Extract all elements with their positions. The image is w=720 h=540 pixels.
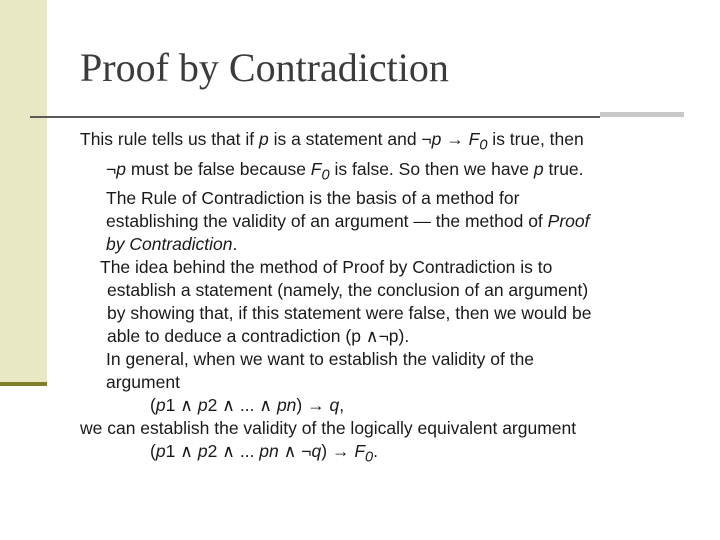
body-line-12: (p1 ∧ p2 ∧ ... ∧ pn) → q, bbox=[150, 395, 345, 415]
body-line-10: In general, when we want to establish the validity of the bbox=[106, 349, 535, 369]
left-accent-bar bbox=[0, 0, 47, 382]
body-line-6: The idea behind the method of Proof by Contradiction is to bbox=[100, 257, 553, 277]
body-line-7: establish a statement (namely, the conclusion of an argument) bbox=[107, 280, 589, 300]
body-line-11: argument bbox=[106, 372, 180, 392]
slide-title: Proof by Contradiction bbox=[80, 45, 449, 90]
body-line-4: establishing the validity of an argument — the method of Proof bbox=[106, 211, 590, 231]
body-line-14: (p1 ∧ p2 ∧ ... pn ∧ ¬q) → $F_0$. bbox=[150, 441, 378, 466]
title-divider bbox=[30, 116, 600, 118]
body-line-1: This rule tells us that if p is a statement and ¬p → $F_0$ is true, then bbox=[80, 129, 584, 154]
body-line-8: by showing that, if this statement were false, then we would be bbox=[107, 303, 592, 323]
body-line-13: we can establish the validity of the logically equivalent argument bbox=[80, 418, 577, 438]
body-line-9: able to deduce a contradiction (p ∧¬p). bbox=[107, 326, 410, 346]
slide-body bbox=[80, 128, 710, 470]
body-line-3: The Rule of Contradiction is the basis of a method for bbox=[106, 188, 520, 208]
left-accent-bar-edge bbox=[0, 382, 47, 386]
body-line-2: ¬p must be false because $F_0$ is false. So then we have p true. bbox=[106, 158, 584, 183]
title-divider-accent bbox=[600, 112, 684, 117]
body-line-5: by Contradiction. bbox=[106, 234, 238, 254]
